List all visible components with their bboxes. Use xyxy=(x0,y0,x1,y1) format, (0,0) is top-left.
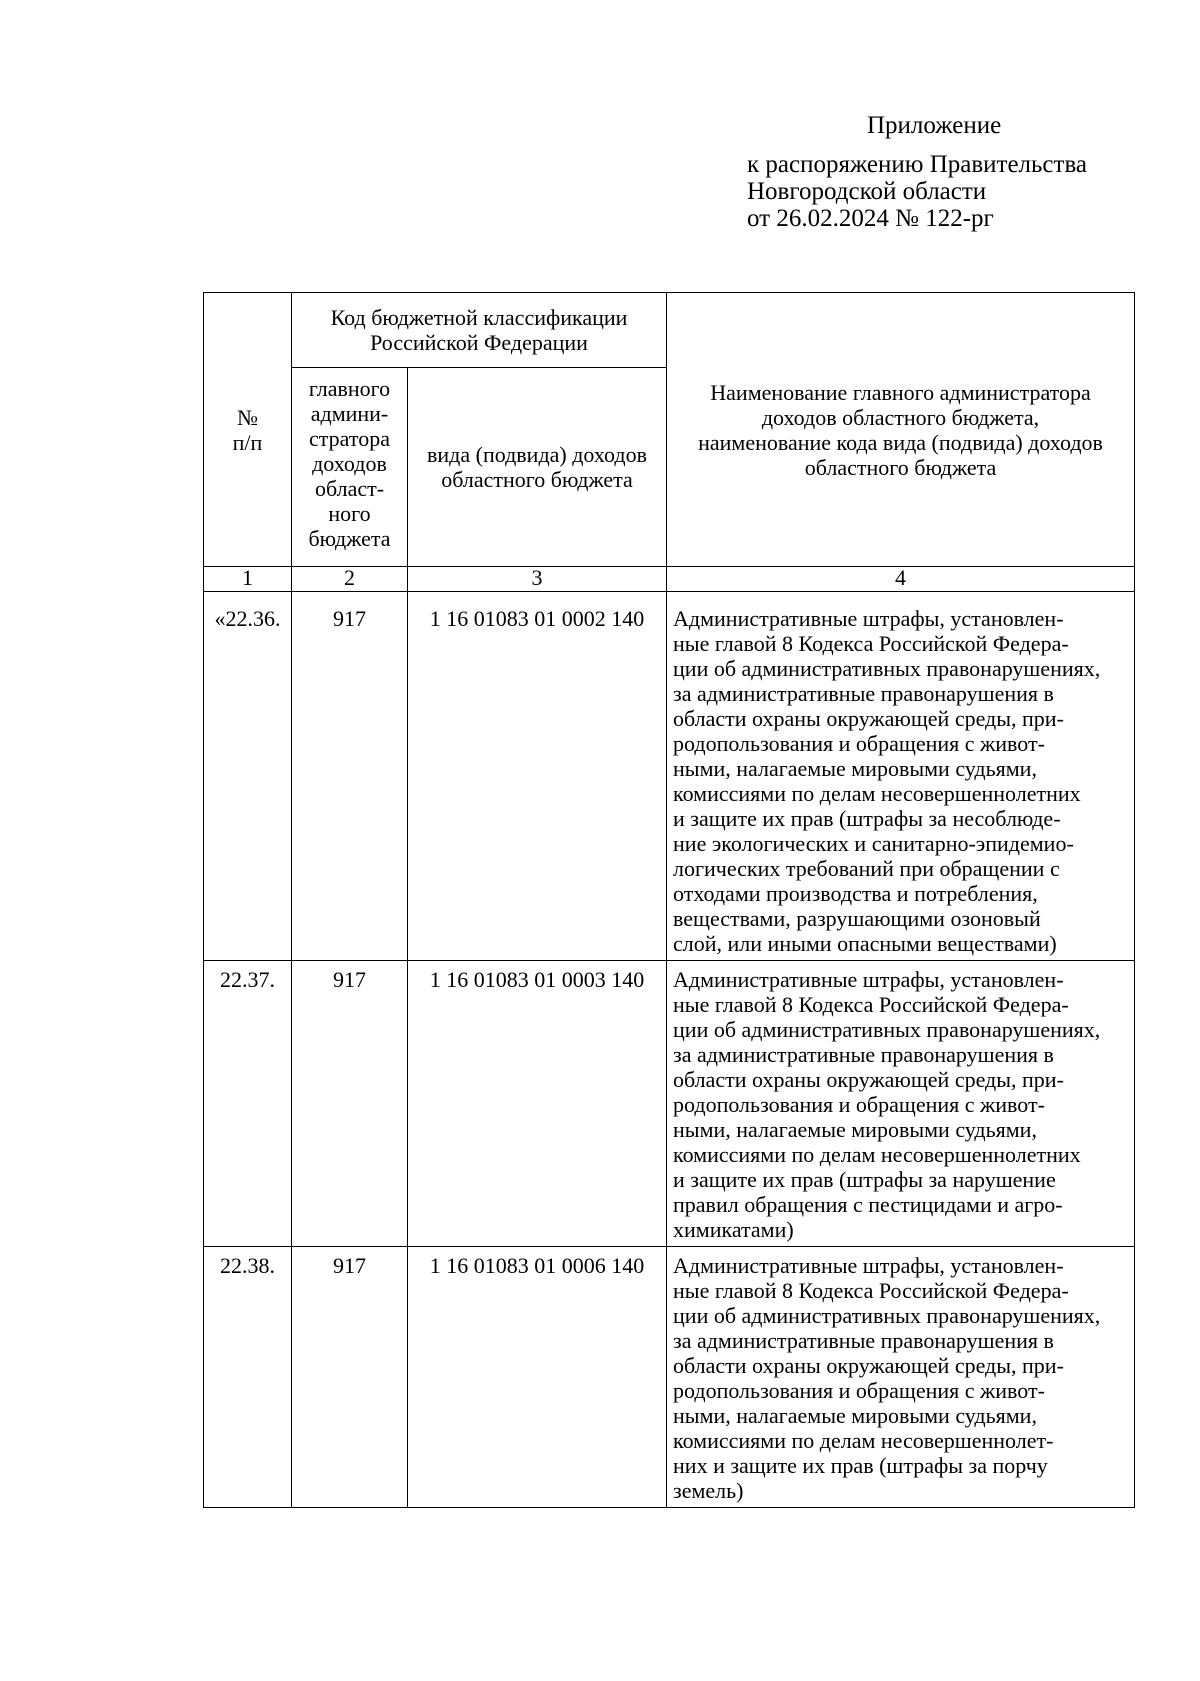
appendix-title: Приложение xyxy=(867,112,1002,139)
column-number-1: 1 xyxy=(204,567,292,592)
row-number: 22.37. xyxy=(204,961,292,1247)
table-row xyxy=(204,592,1135,961)
header-row-1 xyxy=(204,293,1135,368)
row-admin-code: 917 xyxy=(292,1247,408,1508)
column-number-2: 2 xyxy=(292,567,408,592)
table-row xyxy=(204,961,1135,1247)
appendix-header xyxy=(747,112,1167,232)
row-revenue-code: 1 16 01083 01 0002 140 xyxy=(408,592,667,961)
row-number: 22.38. xyxy=(204,1247,292,1508)
row-revenue-code: 1 16 01083 01 0006 140 xyxy=(408,1247,667,1508)
row-admin-code: 917 xyxy=(292,961,408,1247)
row-admin-code: 917 xyxy=(292,592,408,961)
column-number-row xyxy=(204,567,1135,592)
appendix-line-1: к распоряжению Правительства xyxy=(747,151,1088,178)
header-code-group: Код бюджетной классификации Российской Федерации xyxy=(292,293,667,368)
header-kind: вида (подвида) доходов областного бюджета xyxy=(408,368,667,567)
row-description: Административные штрафы, установлен- ные главой 8 Кодекса Российской Федера- ции об административных правонарушениях, за административные правонарушения в области охраны окружающей среды, при- родопользования и обращения с живот- ными, налагаемые мировыми судьями, комиссиями по делам несовершеннолетних и защите их прав (штрафы за нарушение правил обращения с пестицидами и агро- химикатами) xyxy=(667,961,1135,1247)
column-number-3: 3 xyxy=(408,567,667,592)
header-num: № п/п xyxy=(204,293,292,567)
header-admin: главного админи- стратора доходов област- ного бюджета xyxy=(292,368,408,567)
row-description: Административные штрафы, установлен- ные главой 8 Кодекса Российской Федера- ции об административных правонарушениях, за административные правонарушения в области охраны окружающей среды, при- родопользования и обращения с живот- ными, налагаемые мировыми судьями, комиссиями по делам несовершеннолет- них и защите их прав (штрафы за порчу земель) xyxy=(667,1247,1135,1508)
table-row xyxy=(204,1247,1135,1508)
column-number-4: 4 xyxy=(667,567,1135,592)
header-name: Наименование главного администратора доходов областного бюджета, наименование кода вида (подвида) доходов областного бюджета xyxy=(667,293,1135,567)
revenue-codes-table xyxy=(203,292,1135,1508)
appendix-line-2: Новгородской области xyxy=(747,178,987,205)
row-revenue-code: 1 16 01083 01 0003 140 xyxy=(408,961,667,1247)
row-number: «22.36. xyxy=(204,592,292,961)
appendix-line-3: от 26.02.2024 № 122-рг xyxy=(747,205,994,232)
row-description: Административные штрафы, установлен- ные главой 8 Кодекса Российской Федера- ции об административных правонарушениях, за административные правонарушения в области охраны окружающей среды, при- родопользования и обращения с живот- ными, налагаемые мировыми судьями, комиссиями по делам несовершеннолетних и защите их прав (штрафы за несоблюде- ние экологических и санитарно-эпидемио- логических требований при обращении с отходами производства и потребления, веществами, разрушающими озоновый слой, или иными опасными веществами) xyxy=(667,592,1135,961)
